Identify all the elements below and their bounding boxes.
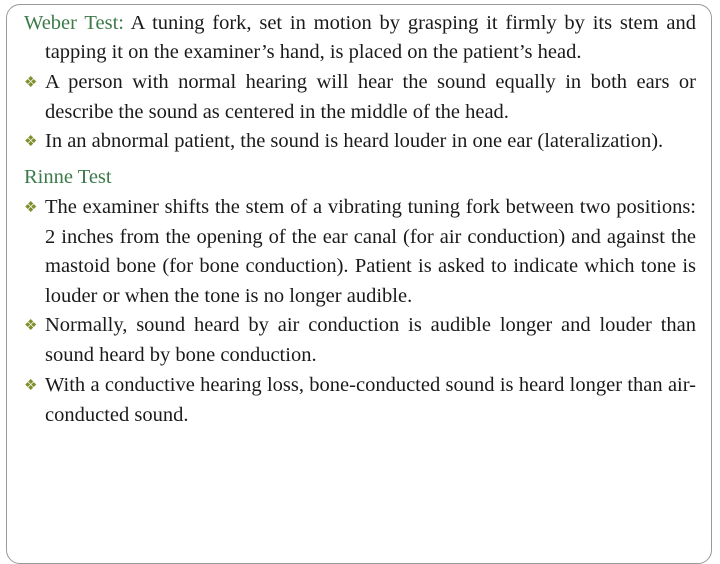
weber-intro [24, 9, 696, 68]
rinne-bullet-2 [24, 311, 696, 371]
weber-bullet-2-text: In an abnormal patient, the sound is heard louder in one ear (lateralization). [45, 130, 664, 153]
rinne-bullet-3 [24, 371, 696, 431]
rinne-bullet-1-text: The examiner shifts the stem of a vibrating tuning fork between two positions: 2 inches from the opening of the ear canal (for air conduction) and against the mastoid bone (for bone conduction). Patient is asked to indicate which tone is louder or when the tone is no longer audible. [45, 195, 696, 307]
rinne-bullet-2-text: Normally, sound heard by air conduction is audible longer and louder than sound heard by bone conduction. [45, 313, 696, 367]
weber-bullet-2 [24, 127, 696, 157]
diamond-bullet-icon [24, 69, 45, 98]
rinne-bullet-1 [24, 193, 696, 311]
diamond-bullet-icon [24, 128, 45, 157]
rinne-heading: Rinne Test [24, 166, 112, 189]
weber-intro-text: A tuning fork, set in motion by grasping it firmly by its stem and tapping it on the examiner’s hand, is placed on the patient’s head. [45, 12, 696, 64]
diamond-bullet-icon [24, 372, 45, 401]
diamond-bullet-icon [24, 312, 45, 341]
rinne-bullet-3-text: With a conductive hearing loss, bone-conducted sound is heard longer than air-conducted sound. [45, 373, 696, 426]
slide-content [24, 9, 696, 430]
weber-bullet-1-text: A person with normal hearing will hear the sound equally in both ears or describe the sound as centered in the middle of the head. [45, 70, 696, 123]
weber-label: Weber Test: [24, 12, 124, 34]
diamond-bullet-icon [24, 194, 45, 223]
weber-bullet-1 [24, 68, 696, 128]
